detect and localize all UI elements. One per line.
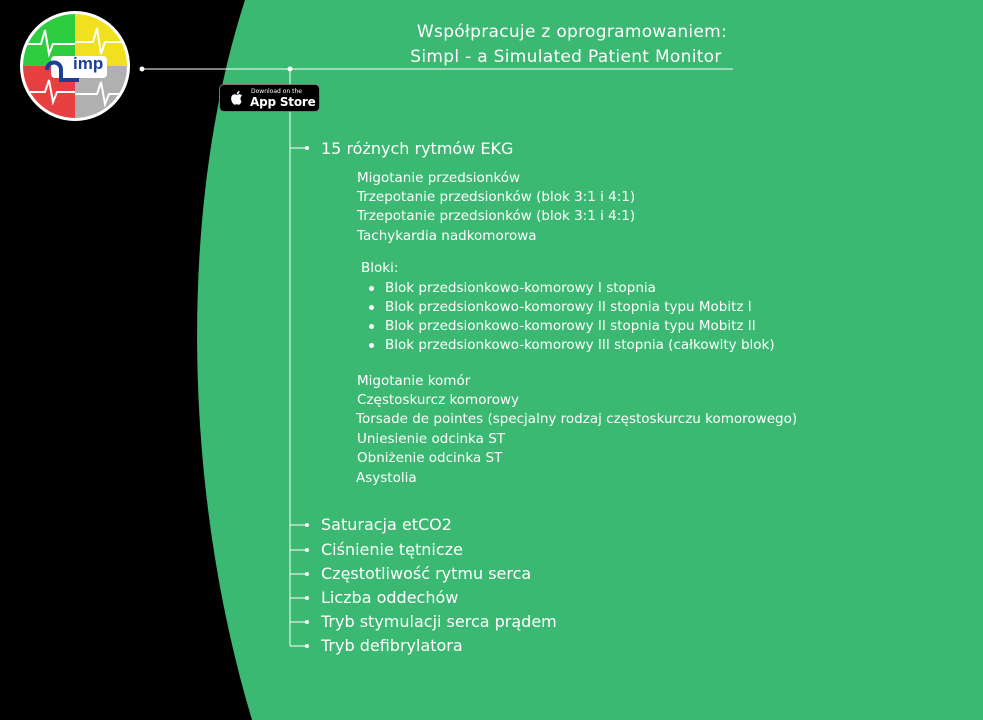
bloki-label: Bloki: <box>361 260 399 276</box>
blok-item: Blok przedsionkowo-komorowy II stopnia typu Mobitz I <box>385 299 752 315</box>
ekg-rhythm: Migotanie przedsionków <box>357 170 521 186</box>
ekg-rhythm: Migotanie komór <box>357 373 471 389</box>
ekg-title: 15 różnych rytmów EKG <box>321 139 514 158</box>
feature-item: Tryb stymulacji serca prądem <box>321 612 557 631</box>
ekg-rhythm: Trzepotanie przedsionków (blok 3:1 i 4:1) <box>357 208 636 224</box>
ekg-rhythm: Częstoskurcz komorowy <box>357 392 519 408</box>
apple-icon <box>229 89 245 107</box>
bullet-icon <box>369 286 374 291</box>
ekg-rhythm: Tachykardia nadkomorowa <box>357 228 537 244</box>
bullet-icon <box>369 324 374 329</box>
feature-item: Liczba oddechów <box>321 588 459 607</box>
simpl-logo-icon <box>20 11 130 121</box>
ekg-rhythm: Torsade de pointes (specjalny rodzaj częstoskurczu komorowego) <box>356 411 798 427</box>
app-store-small-label: Download on the <box>251 88 302 95</box>
bullet-icon <box>369 343 374 348</box>
ekg-rhythm: Asystolia <box>356 470 417 486</box>
blok-item: Blok przedsionkowo-komorowy II stopnia typu Mobitz II <box>385 318 756 334</box>
app-store-button[interactable] <box>219 84 320 112</box>
feature-item: Częstotliwość rytmu serca <box>321 564 532 583</box>
feature-item: Saturacja etCO2 <box>321 515 452 534</box>
ekg-rhythm: Obniżenie odcinka ST <box>357 450 503 466</box>
logo-text: imp <box>73 54 104 73</box>
blok-item: Blok przedsionkowo-komorowy III stopnia (całkowity blok) <box>385 337 775 353</box>
app-store-big-label: App Store <box>250 95 316 109</box>
bullet-icon <box>369 305 374 310</box>
ekg-rhythm: Trzepotanie przedsionków (blok 3:1 i 4:1) <box>357 189 636 205</box>
header-line-1: Współpracuje z oprogramowaniem: <box>416 22 728 42</box>
ekg-rhythm: Uniesienie odcinka ST <box>357 431 506 447</box>
feature-item: Ciśnienie tętnicze <box>321 540 463 559</box>
blok-item: Blok przedsionkowo-komorowy I stopnia <box>385 280 656 296</box>
header-line-2: Simpl - a Simulated Patient Monitor <box>410 47 722 67</box>
feature-item: Tryb defibrylatora <box>321 636 463 655</box>
